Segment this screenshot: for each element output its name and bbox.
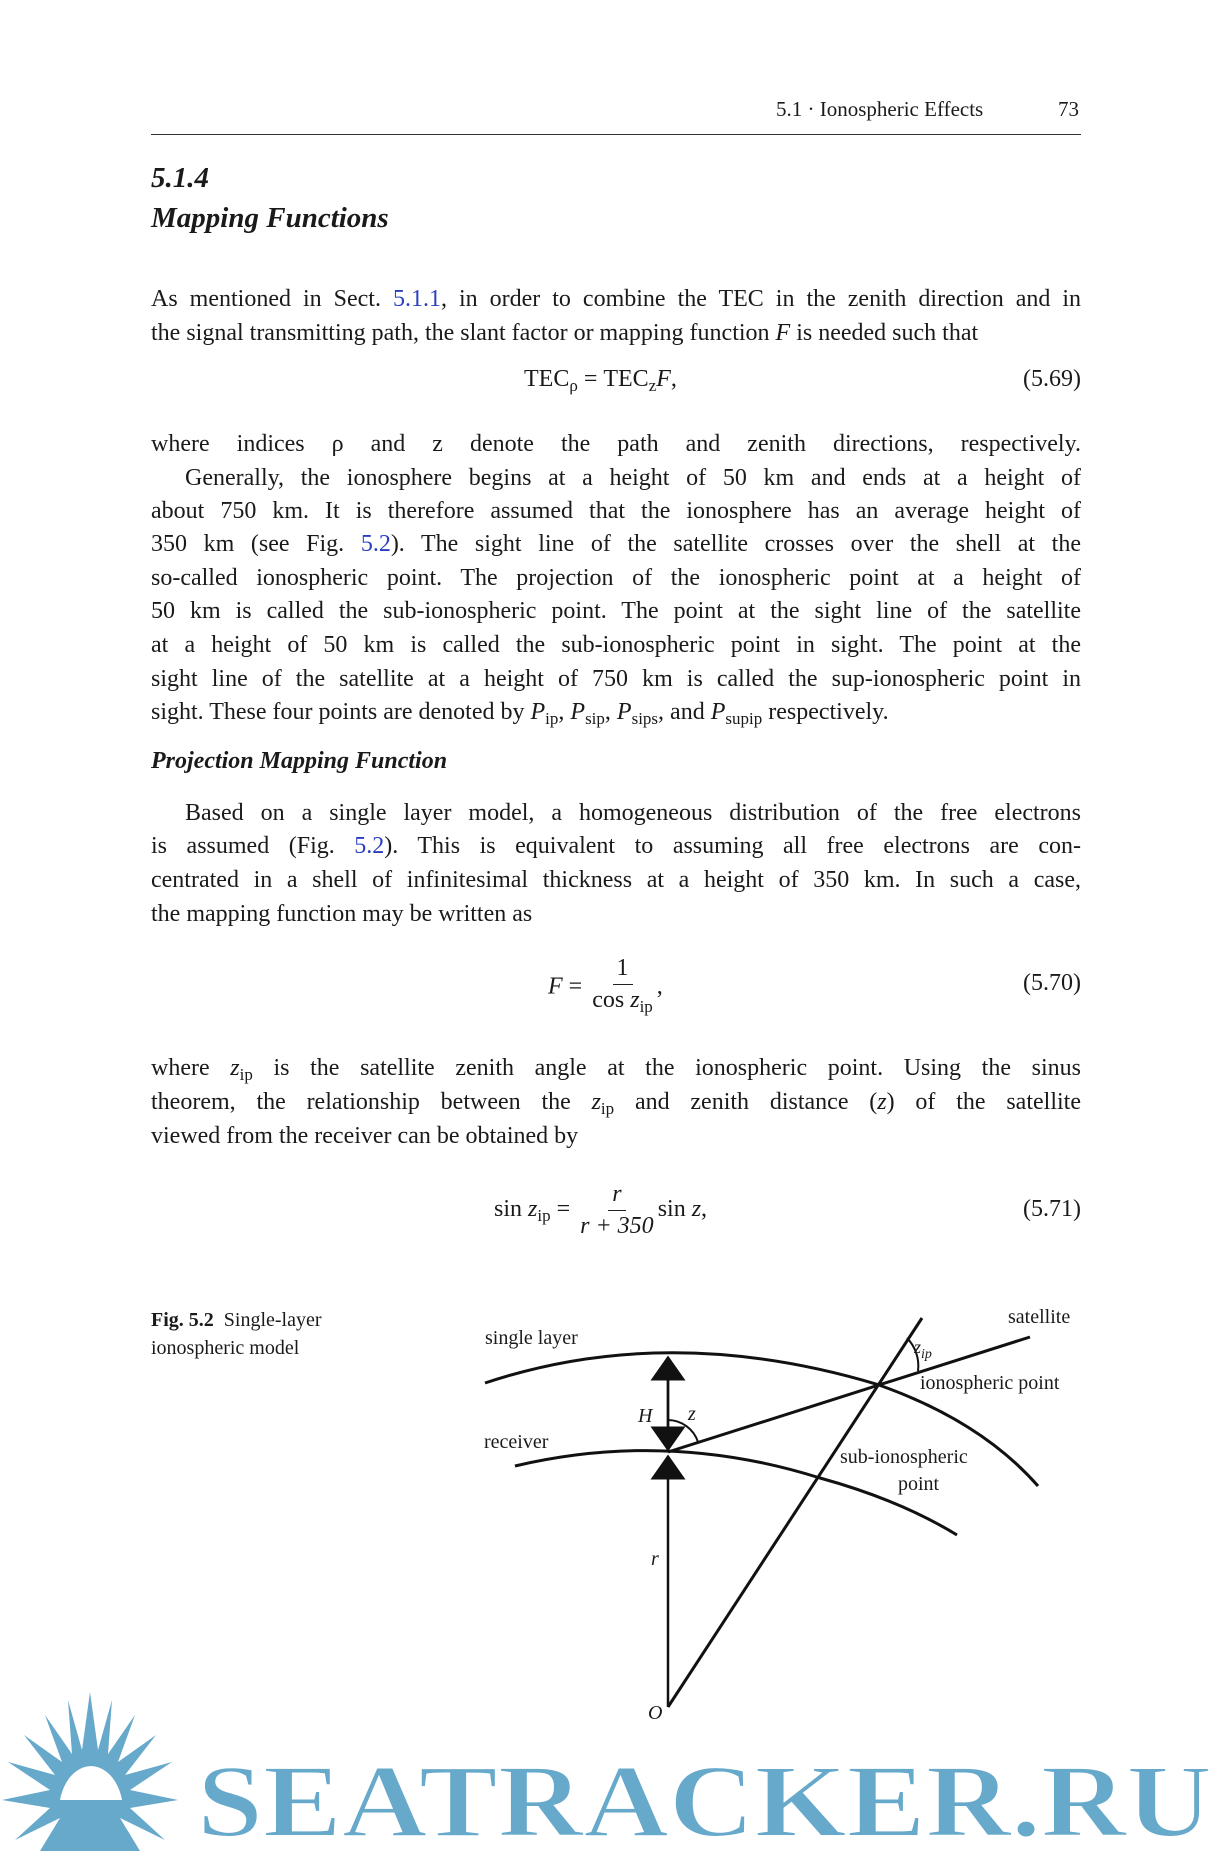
- eq-text: TEC: [524, 366, 570, 392]
- label-sub-ionospheric: sub-ionospheric: [840, 1446, 968, 1468]
- numerator: 1: [613, 954, 633, 985]
- text-segment: ip: [600, 1099, 615, 1118]
- eq-tail: ,: [670, 366, 677, 392]
- label-o: O: [648, 1702, 663, 1724]
- text-segment: z: [230, 1055, 240, 1081]
- caption-text: ionospheric model: [151, 1337, 300, 1359]
- text-segment: As mentioned in Sect.: [151, 286, 393, 312]
- text-segment: ip: [545, 709, 559, 728]
- eq-sub: ρ: [569, 376, 578, 395]
- subheading: Projection Mapping Function: [151, 748, 448, 774]
- label-sub: ip: [921, 1347, 932, 1362]
- center-zenith-line: [668, 1318, 922, 1707]
- eq-var: z: [691, 1196, 702, 1223]
- label-r: r: [651, 1548, 659, 1570]
- text-segment: where: [151, 1055, 231, 1081]
- eq-var: z: [528, 1196, 538, 1223]
- eq-var: F: [548, 973, 563, 1000]
- label-receiver: receiver: [484, 1431, 549, 1453]
- text-segment: ,: [558, 699, 571, 725]
- text-segment: the signal transmitting path, the slant factor or mapping function: [151, 320, 776, 346]
- label-z: z: [914, 1337, 922, 1357]
- text-segment: theorem, the relationship between the: [151, 1089, 592, 1115]
- text-segment: where indices ρ and z denote the path and zenith directions, respectively.: [151, 431, 1081, 457]
- text-segment: z: [591, 1089, 601, 1115]
- eq-text: sin: [494, 1196, 529, 1223]
- label-zip: [914, 1336, 932, 1366]
- text-segment: sip: [585, 709, 605, 728]
- eq-sign: =: [562, 973, 589, 1000]
- eq-var: F: [656, 366, 671, 392]
- label-ionospheric-point: ionospheric point: [920, 1372, 1060, 1394]
- text-segment: ip: [239, 1065, 253, 1084]
- section-title: Mapping Functions: [151, 202, 389, 234]
- text-segment: , in order to combine the TEC in the zenith direction and in: [440, 286, 1082, 312]
- eq-var: z: [630, 987, 640, 1013]
- text-segment: about 750 km. It is therefore assumed that the ionosphere has an average height of: [151, 498, 1081, 524]
- cross-reference-link[interactable]: 5.2: [360, 531, 391, 557]
- text-segment: ) of the satellite: [886, 1089, 1081, 1115]
- text-segment: , and: [658, 699, 711, 725]
- eq-sign: =: [577, 366, 604, 392]
- section-number: 5.1.4: [151, 162, 209, 194]
- eq-sub: ip: [639, 997, 653, 1016]
- eq-sign: =: [550, 1196, 577, 1223]
- text-segment: sight. These four points are denoted by: [151, 699, 531, 725]
- text-segment: P: [570, 699, 586, 725]
- label-h: H: [638, 1405, 653, 1427]
- text-segment: centrated in a shell of infinitesimal thickness at a height of 350 km. In such a case,: [151, 867, 1081, 893]
- eq-tail: ,: [656, 973, 663, 1000]
- eq-tail: ,: [701, 1196, 708, 1223]
- eq-text: cos: [592, 987, 631, 1013]
- text-segment: P: [710, 699, 726, 725]
- text-segment: P: [530, 699, 546, 725]
- text-segment: is the satellite zenith angle at the ionospheric point. Using the sinus: [252, 1055, 1081, 1081]
- denominator: r + 350: [580, 1213, 654, 1239]
- text-segment: so-called ionospheric point. The projection of the ionospheric point at a height of: [151, 565, 1081, 591]
- eq-sub: ip: [537, 1206, 551, 1226]
- page-number: 73: [1058, 97, 1079, 121]
- text-segment: sight line of the satellite at a height of 750 km is called the sup-ionospheric point in: [151, 666, 1081, 692]
- equation-number: (5.71): [1023, 1196, 1081, 1222]
- text-segment: the mapping function may be written as: [151, 901, 533, 927]
- caption-label: Fig. 5.2: [151, 1309, 214, 1331]
- text-segment: Based on a single layer model, a homogeneous distribution of the free electrons: [185, 800, 1081, 826]
- text-segment: and zenith distance (: [614, 1089, 878, 1115]
- text-segment: 50 km is called the sub-ionospheric point. The point at the sight line of the satellite: [151, 598, 1081, 624]
- eq-text: TEC: [603, 366, 649, 392]
- text-segment: Generally, the ionosphere begins at a height of 50 km and ends at a height of: [185, 465, 1081, 491]
- cross-reference-link[interactable]: 5.1.1: [392, 286, 441, 312]
- text-segment: ). The sight line of the satellite crosses over the shell at the: [390, 531, 1081, 557]
- text-segment: F: [775, 320, 791, 346]
- text-segment: P: [616, 699, 632, 725]
- text-segment: at a height of 50 km is called the sub-ionospheric point in sight. The point at the: [151, 632, 1081, 658]
- label-satellite: satellite: [1008, 1306, 1071, 1328]
- label-z: z: [688, 1403, 696, 1425]
- running-header-section: 5.1 · Ionospheric Effects: [776, 97, 984, 121]
- equation-number: (5.70): [1023, 970, 1081, 996]
- sun-icon: [2, 1692, 178, 1851]
- eq-sub: z: [648, 376, 657, 395]
- text-segment: viewed from the receiver can be obtained by: [151, 1123, 579, 1149]
- text-segment: supip: [725, 709, 763, 728]
- text-segment: z: [877, 1089, 887, 1115]
- cross-reference-link[interactable]: 5.2: [354, 833, 385, 859]
- label-point: point: [898, 1473, 940, 1495]
- text-segment: is assumed (Fig.: [151, 833, 355, 859]
- text-segment: sips: [631, 709, 659, 728]
- watermark-text: SEATRACKER.RU: [197, 1744, 1212, 1851]
- text-segment: ). This is equivalent to assuming all free electrons are con-: [384, 833, 1082, 859]
- text-segment: is needed such that: [790, 320, 979, 346]
- text-segment: 350 km (see Fig.: [151, 531, 361, 557]
- numerator: r: [608, 1180, 625, 1211]
- eq-text: sin: [657, 1196, 692, 1223]
- watermark-logo: [0, 1690, 1221, 1851]
- equation-number: (5.69): [1023, 366, 1081, 392]
- text-segment: ,: [604, 699, 617, 725]
- label-single-layer: single layer: [485, 1327, 578, 1349]
- caption-text: Single-layer: [223, 1309, 322, 1331]
- text-segment: respectively.: [762, 699, 889, 725]
